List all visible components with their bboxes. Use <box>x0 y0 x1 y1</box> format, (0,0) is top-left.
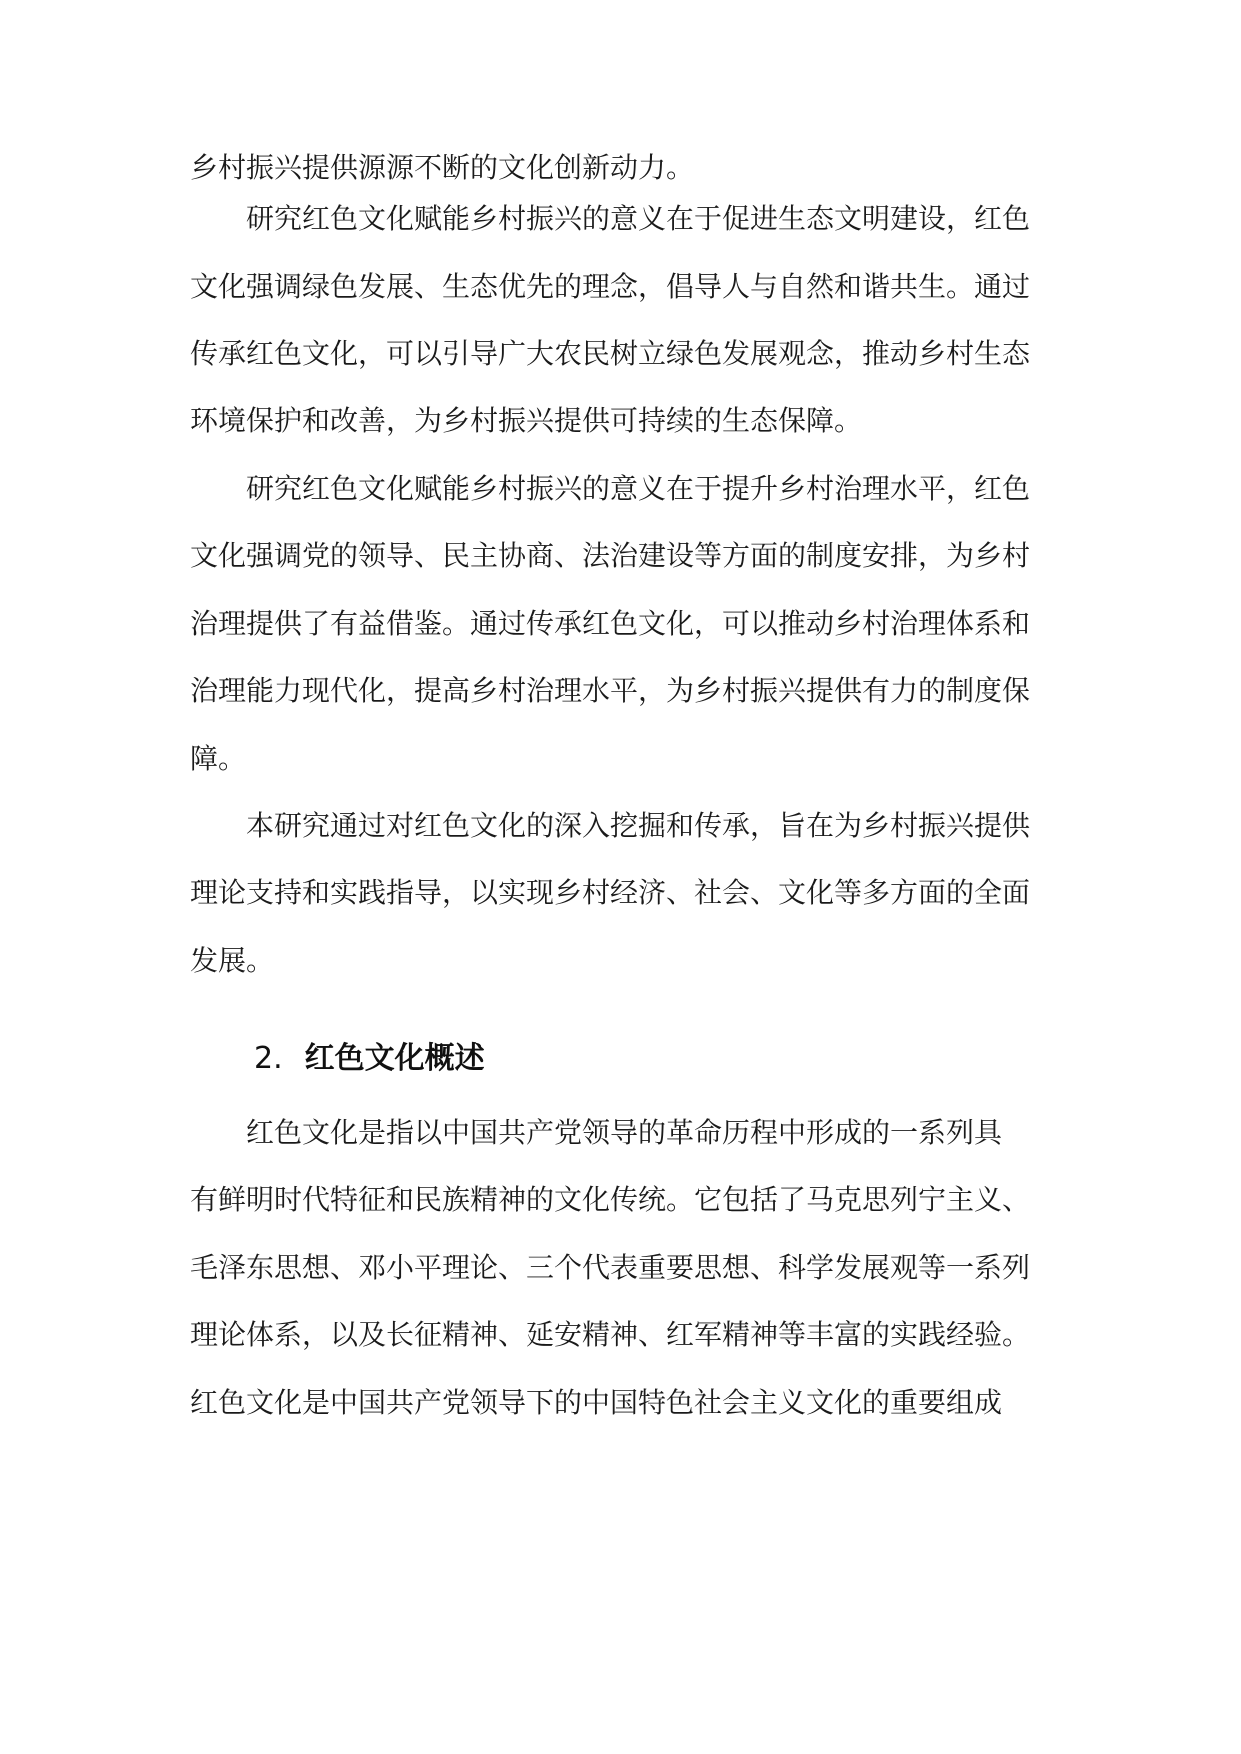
paragraph-line: 红色文化是指以中国共产党领导的革命历程中形成的一系列具 <box>246 1116 1003 1149</box>
paragraph-line: 文化强调绿色发展、生态优先的理念，倡导人与自然和谐共生。通过 <box>190 270 1031 303</box>
paragraph-line: 治理提供了有益借鉴。通过传承红色文化，可以推动乡村治理体系和 <box>190 607 1031 640</box>
paragraph-line: 传承红色文化，可以引导广大农民树立绿色发展观念，推动乡村生态 <box>190 337 1031 370</box>
paragraph-line: 本研究通过对红色文化的深入挖掘和传承，旨在为乡村振兴提供 <box>246 809 1031 842</box>
paragraph-line: 乡村振兴提供源源不断的文化创新动力。 <box>190 151 695 184</box>
section-title: 红色文化概述 <box>304 1041 485 1076</box>
paragraph-line: 文化强调党的领导、民主协商、法治建设等方面的制度安排，为乡村 <box>190 539 1031 572</box>
paragraph-line: 治理能力现代化，提高乡村治理水平，为乡村振兴提供有力的制度保 <box>190 674 1031 707</box>
paragraph-line: 理论体系，以及长征精神、延安精神、红军精神等丰富的实践经验。 <box>190 1318 1031 1351</box>
paragraph-line: 发展。 <box>190 944 275 977</box>
paragraph-line: 研究红色文化赋能乡村振兴的意义在于促进生态文明建设，红色 <box>246 202 1031 235</box>
paragraph-line: 毛泽东思想、邓小平理论、三个代表重要思想、科学发展观等一系列 <box>190 1251 1031 1284</box>
section-number: 2. <box>254 1041 283 1076</box>
paragraph-line: 红色文化是中国共产党领导下的中国特色社会主义文化的重要组成 <box>190 1386 1003 1419</box>
paragraph-line: 有鲜明时代特征和民族精神的文化传统。它包括了马克思列宁主义、 <box>190 1183 1031 1216</box>
paragraph-line: 研究红色文化赋能乡村振兴的意义在于提升乡村治理水平，红色 <box>246 472 1031 505</box>
section-heading <box>254 1034 485 1084</box>
paragraph-line: 理论支持和实践指导，以实现乡村经济、社会、文化等多方面的全面 <box>190 876 1031 909</box>
paragraph-line: 环境保护和改善，为乡村振兴提供可持续的生态保障。 <box>190 404 863 437</box>
paragraph-line: 障。 <box>190 742 247 775</box>
